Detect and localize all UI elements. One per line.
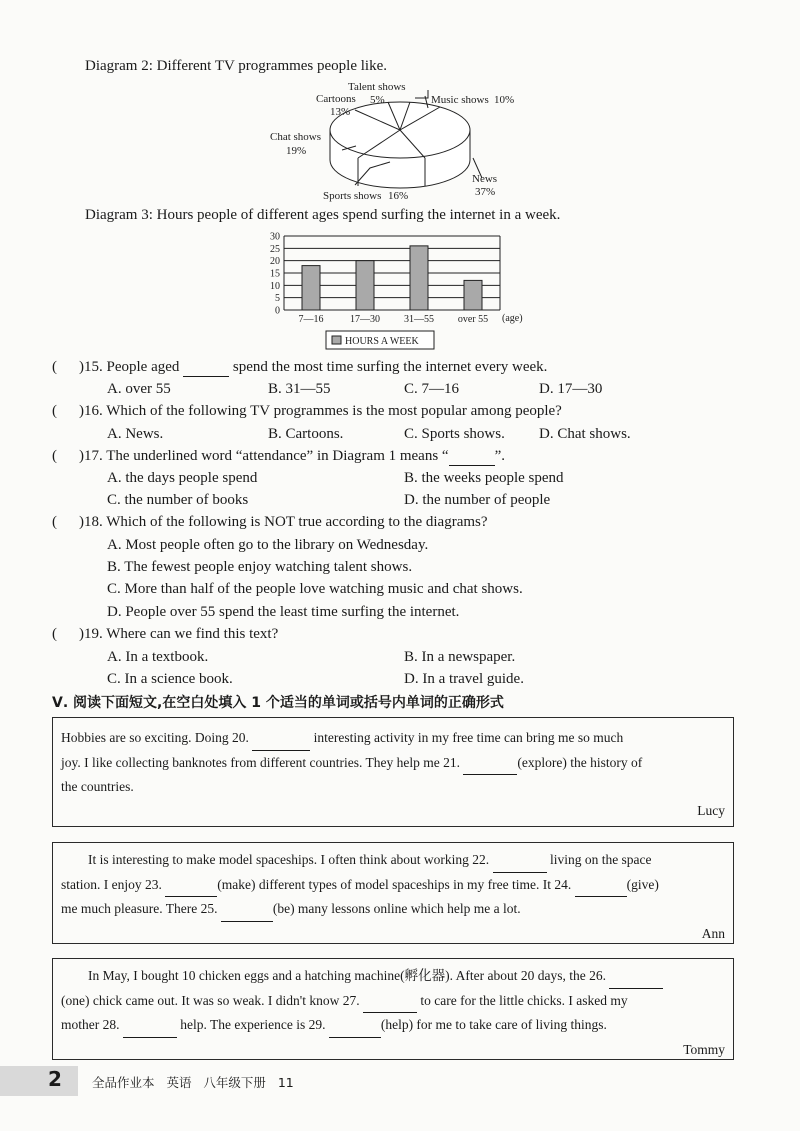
passage-lucy: Hobbies are so exciting. Doing 20. interesting activity in my free time can bring me so much joy. I like collecting banknotes from different countries. They help me 21. (explore) the history of the countries. Lucy [52, 717, 734, 827]
q16-option-d[interactable]: D. Chat shows. [539, 426, 631, 442]
x-tick-label: over 55 [457, 314, 489, 325]
x-tick-label: 17—30 [350, 314, 380, 325]
y-tick-label: 25 [270, 243, 280, 255]
footer-band [0, 1066, 78, 1096]
y-tick-label: 10 [270, 280, 280, 292]
q15-option-d[interactable]: D. 17—30 [539, 381, 603, 397]
pie-label-cartoons: Cartoons [316, 93, 356, 105]
pie-label-sports: Sports shows [323, 190, 382, 202]
pie-label-talent: Talent shows [348, 81, 406, 93]
q18-option-a[interactable]: A. Most people often go to the library on Wednesday. [107, 537, 429, 553]
section-5-heading: Ⅴ. 阅读下面短文,在空白处填入 1 个适当的单词或括号内单词的正确形式 [52, 695, 504, 711]
x-unit-label: (age) [502, 313, 523, 324]
bar [356, 261, 374, 310]
signature-lucy: Lucy [697, 802, 725, 818]
passage-tommy: In May, I bought 10 chicken eggs and a hatching machine(孵化器). After about 20 days, the 26. (one) chick came out. It was so weak. I didn't know 27. to care for the little chicks. I asked my mother 28. help. The experience is 29. (help) for me to take care of living things. Tommy [52, 958, 734, 1060]
signature-ann: Ann [701, 925, 725, 941]
q16-option-b[interactable]: B. Cartoons. [268, 426, 344, 442]
pie-pct-talent: 5% [370, 94, 385, 106]
diagram3-title: Diagram 3: Hours people of different ages spend surfing the internet in a week. [85, 207, 561, 223]
bar-chart [258, 228, 543, 358]
q17-option-d[interactable]: D. the number of people [404, 492, 551, 508]
q18-option-d[interactable]: D. People over 55 spend the least time surfing the internet. [107, 604, 460, 620]
blank-28[interactable] [123, 1013, 177, 1038]
q16-option-a[interactable]: A. News. [107, 426, 164, 442]
blank-26[interactable] [609, 964, 663, 989]
x-tick-label: 7—16 [298, 314, 324, 325]
diagram2-title: Diagram 2: Different TV programmes people like. [85, 58, 387, 74]
pie-label-news: News [472, 173, 498, 185]
q17-option-b[interactable]: B. the weeks people spend [404, 470, 564, 486]
lucy-line-3: the countries. [61, 779, 134, 794]
q15-option-a[interactable]: A. over 55 [107, 381, 171, 397]
pie-label-music: Music shows [431, 94, 489, 106]
y-tick-label: 20 [270, 256, 280, 268]
q15-blank[interactable] [183, 359, 229, 377]
pie-label-chat: Chat shows [270, 131, 322, 143]
q19-stem: ( )19. Where can we find this text? [52, 626, 279, 642]
blank-21[interactable] [463, 751, 517, 776]
y-tick-label: 0 [275, 305, 280, 317]
blank-29[interactable] [329, 1013, 381, 1038]
blank-23[interactable] [165, 873, 217, 898]
y-tick-label: 5 [275, 293, 280, 305]
pie-chart [260, 78, 540, 203]
bar [302, 266, 320, 310]
x-tick-label: 31—55 [404, 314, 434, 325]
q19-option-a[interactable]: A. In a textbook. [107, 649, 209, 665]
blank-22[interactable] [493, 848, 547, 873]
pie-pct-chat: 19% [286, 145, 307, 157]
y-tick-label: 15 [270, 268, 280, 280]
q17-option-c[interactable]: C. the number of books [107, 492, 249, 508]
blank-27[interactable] [363, 989, 417, 1014]
q17-option-a[interactable]: A. the days people spend [107, 470, 258, 486]
q19-option-c[interactable]: C. In a science book. [107, 671, 233, 687]
signature-tommy: Tommy [683, 1041, 725, 1057]
footer-book: 全品作业本 英语 八年级下册 11 [92, 1075, 294, 1090]
pie-pct-music: 10% [494, 94, 515, 106]
passage-ann: It is interesting to make model spaceships. I often think about working 22. living on the space station. I enjoy 23. (make) different types of model spaceships in my free time. It 24. (give) me much pleasure. There 25. (be) many lessons online which help me a lot. Ann [52, 842, 734, 944]
blank-25[interactable] [221, 897, 273, 922]
q19-option-d[interactable]: D. In a travel guide. [404, 671, 524, 687]
bar [464, 280, 482, 310]
blank-20[interactable] [252, 726, 310, 751]
pie-pct-news: 37% [475, 186, 496, 198]
q15-option-c[interactable]: C. 7—16 [404, 381, 460, 397]
q19-option-b[interactable]: B. In a newspaper. [404, 649, 516, 665]
q16-stem: ( )16. Which of the following TV programmes is the most popular among people? [52, 403, 562, 419]
q17-stem: ( )17. The underlined word “attendance” in Diagram 1 means “ ”. [52, 448, 506, 464]
q15-option-b[interactable]: B. 31—55 [268, 381, 331, 397]
blank-24[interactable] [575, 873, 627, 898]
q18-option-c[interactable]: C. More than half of the people love watching music and chat shows. [107, 581, 523, 597]
bar [410, 246, 428, 310]
q16-option-c[interactable]: C. Sports shows. [404, 426, 505, 442]
page-number: 2 [48, 1067, 62, 1091]
legend-swatch [332, 336, 341, 344]
q18-option-b[interactable]: B. The fewest people enjoy watching talent shows. [107, 559, 413, 575]
q15-stem: ( )15. People aged spend the most time surfing the internet every week. [52, 359, 548, 375]
pie-pct-cartoons: 13% [330, 106, 351, 118]
y-tick-label: 30 [270, 231, 280, 243]
legend-label: HOURS A WEEK [345, 336, 419, 347]
pie-pct-sports: 16% [388, 190, 409, 202]
q17-blank[interactable] [449, 448, 495, 466]
q18-stem: ( )18. Which of the following is NOT true according to the diagrams? [52, 514, 488, 530]
